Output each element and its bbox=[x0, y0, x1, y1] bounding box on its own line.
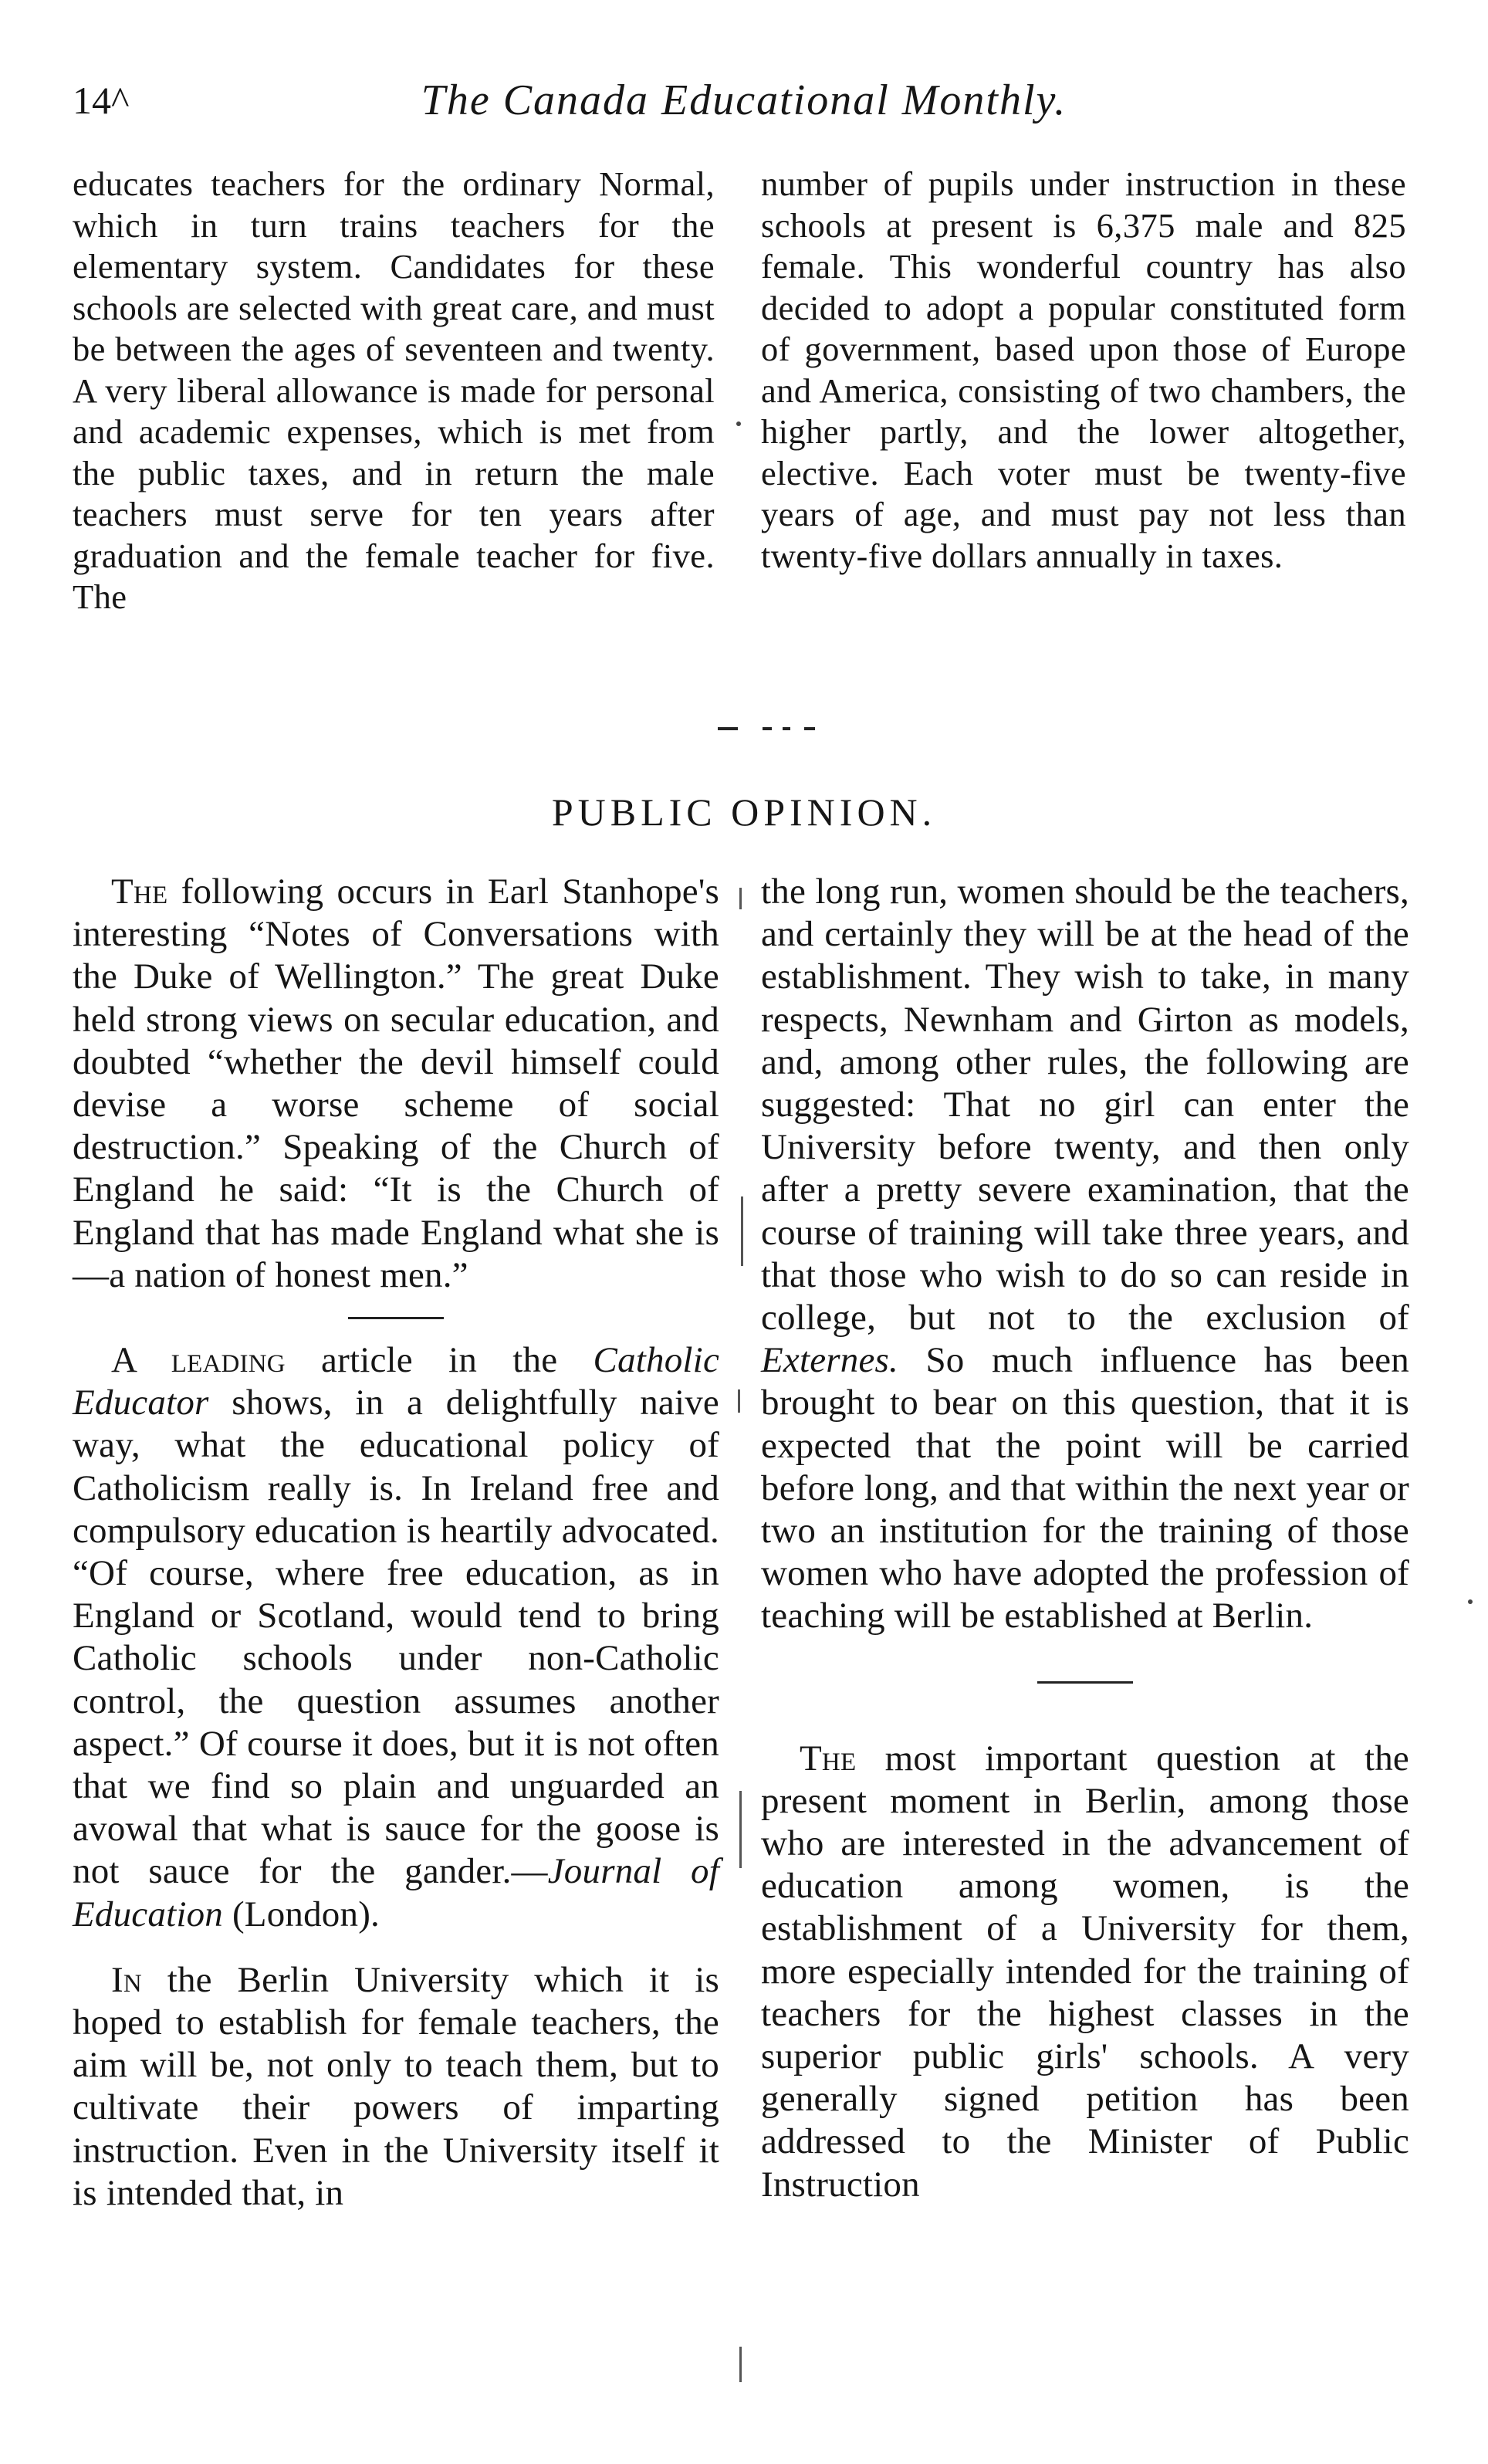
womens-university-text: most important question at the present moment in Berlin, among those who are interested in the advancement of education among women, is the establishment of a University for them, more especially intended for the training of teachers for the highest classes in the superior public girls' schools. A very generally signed petition has been addressed to the Minister of Public Instruction bbox=[761, 1738, 1409, 2205]
stray-mark bbox=[736, 421, 741, 426]
continued-paragraph-left: educates teachers for the ordinary Normal, which in turn trains teachers for the elementary system. Candidates for these schools are selected with great care, and must be between the ages of seventeen and twenty. A very liberal allowance is made for personal and academic expenses, which is met from the public taxes, and in return the male teachers must serve for ten years after graduation and the female teacher for five. The bbox=[73, 164, 715, 616]
berlin-lead: In bbox=[111, 1959, 142, 2000]
page-number: 14^ bbox=[73, 79, 130, 122]
continued-paragraph-right: number of pupils under instruction in these schools at present is 6,375 male and 825 female. This wonderful country has also decided to adopt a popular constituted form of government, based upon those of Europe and America, consisting of two chambers, the higher partly, and the lower altogether, elective. Each voter must be twenty-five years of age, and must pay not less than twenty-five dollars annually in taxes. bbox=[761, 164, 1406, 575]
gutter-rule bbox=[741, 1196, 743, 1266]
wellington-lead: The bbox=[111, 872, 168, 912]
catholic-lead: A leading bbox=[111, 1340, 286, 1381]
stray-mark bbox=[1468, 1599, 1473, 1604]
opinion-left-column bbox=[73, 871, 719, 2215]
item-separator bbox=[73, 1297, 719, 1339]
catholic-text-a: article in the bbox=[285, 1340, 594, 1381]
womens-university-lead: The bbox=[800, 1738, 857, 1779]
gutter-rule bbox=[739, 2347, 742, 2382]
section-divider bbox=[718, 727, 817, 730]
wellington-paragraph bbox=[73, 871, 719, 1297]
section-heading: PUBLIC OPINION. bbox=[551, 790, 937, 834]
item-separator-right bbox=[761, 1661, 1409, 1704]
paragraph-gap bbox=[73, 1936, 719, 1959]
continued-text-left bbox=[73, 164, 715, 618]
continued-text-right bbox=[761, 164, 1406, 577]
berlin-text: the Berlin University which it is hoped to establish for female teachers, the aim will be, not only to teach them, but to cultivate their powers of imparting instruction. Even in the University itself it is intended that, in bbox=[73, 1959, 719, 2213]
wellington-text: following occurs in Earl Stanhope's interesting “Notes of Conversations with the Duke of Wellington.” The great Duke held strong views on secular education, and doubted “whether the devil himself could devise a worse scheme of social destruction.” Speaking of the Church of England he said: “It is the Church of England that has made England what she is—a nation of honest men.” bbox=[73, 872, 719, 1295]
catholic-educator-title: Catholic Educator bbox=[73, 1340, 719, 1423]
externes-word: Externes. bbox=[761, 1340, 898, 1381]
gutter-rule bbox=[739, 1791, 742, 1868]
catholic-educator-paragraph bbox=[73, 1339, 719, 1936]
womens-university-paragraph bbox=[761, 1738, 1409, 2206]
berlin-continued-paragraph bbox=[761, 871, 1409, 1638]
opinion-right-column bbox=[761, 871, 1409, 2206]
gutter-rule bbox=[738, 1389, 740, 1413]
journal-title: The Canada Educational Monthly. bbox=[421, 76, 1067, 124]
berlin-university-paragraph bbox=[73, 1959, 719, 2215]
berlin-continued-text-b: So much influence has been brought to bear on this question, that it is expected that the point will be carried before long, and that within the next year or two an institution for the training of those women who have adopted the profession of teaching will be established at Berlin. bbox=[761, 1340, 1409, 1636]
catholic-source-tail: (London). bbox=[223, 1894, 380, 1934]
paragraph-gap-right bbox=[761, 1704, 1409, 1738]
journal-of-education-title: Journal of Education bbox=[73, 1851, 719, 1934]
berlin-continued-text-a: the long run, women should be the teachers, and certainly they will be at the head of the establishment. They wish to take, in many respects, Newnham and Girton as models, and, among other rules, the following are suggested: That no girl can enter the University before twenty, and then only after a pretty severe examination, that the course of training will take three years, and that those who wish to do so can reside in college, but not to the exclusion of bbox=[761, 872, 1409, 1339]
running-head bbox=[0, 69, 1488, 131]
gutter-rule bbox=[739, 888, 742, 909]
catholic-text-b: shows, in a delightfully naive way, what the educational policy of Catholicism really is. In Ireland free and compulsory education is heartily advocated. “Of course, where free education, as in England or Scotland, would tend to bring Catholic schools under non-Catholic control, the question assumes another aspect.” Of course it does, but it is not often that we find so plain and unguarded an avowal that what is sauce for the goose is not sauce for the gander.— bbox=[73, 1383, 719, 1892]
